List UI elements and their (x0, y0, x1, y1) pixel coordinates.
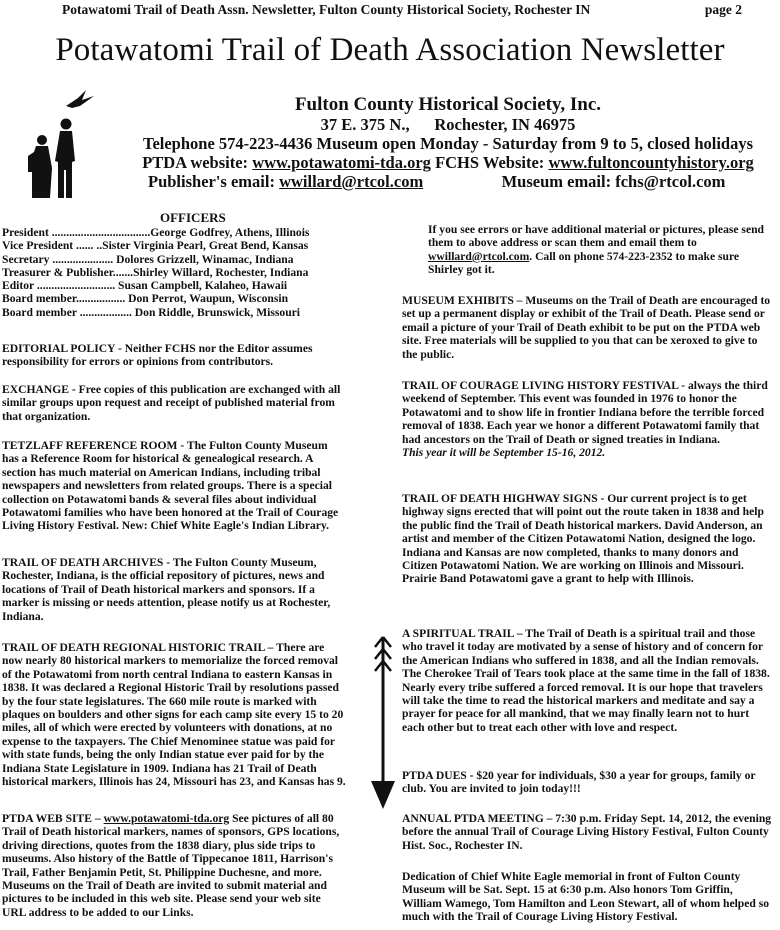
web-site-body: See pictures of all 80 Trail of Death historical markers, names of sponsors, GPS locations, driving directions, quotes from the 1838 diary, plus side trips to museums. Also history of the Battle of Tippecanoe 1811, Harrison's Trail, Father Benjamin Petit, St. Philippine Duchesne, and more. Museums on the Trail of Death are invited to submit material and pictures to be included in this web site. Please send your web site URL address to be added to our Links. (2, 812, 340, 919)
logo-silhouette-icon (6, 86, 102, 204)
officer-row: Secretary ..................... Dolores Grizzell, Winamac, Indiana (2, 252, 294, 266)
officer-row: President ..................................George Godfrey, Athens, Illinois (2, 226, 310, 239)
dedication-article: Dedication of Chief White Eagle memorial in front of Fulton County Museum will be Sat. Sept. 15 at 6:30 p.m. Also honors Tom Griffin, William Wamego, Tom Hamilton and Leon Stewart, all of whom helped so much with the Trail of Courage Living History Festival. (402, 870, 770, 924)
address-city: Rochester, IN 46975 (434, 115, 576, 134)
annual-meeting-article: ANNUAL PTDA MEETING – 7:30 p.m. Friday Sept. 14, 2012, the evening before the annual Trail of Courage Living History Festival, Fulton County Hist. Soc., Rochester IN. (402, 812, 772, 852)
publisher-label: Publisher's email: (148, 172, 280, 191)
websites-line (118, 153, 778, 172)
editorial-policy: EDITORIAL POLICY - Neither FCHS nor the Editor assumes responsibility for errors or opinions from contributors. (2, 342, 313, 369)
exchange-article: EXCHANGE - Free copies of this publication are exchanged with all similar groups upon request and receipt of published material from that organization. (2, 383, 341, 423)
officer-row: Board member .................. Don Riddle, Brunswick, Missouri (2, 305, 301, 319)
officer-row: Editor ........................... Susan Campbell, Kalaheo, Hawaii (2, 279, 288, 293)
officer-row: Vice President ...... ..Sister Virginia Pearl, Great Bend, Kansas (2, 239, 309, 253)
fchs-label: FCHS Website: (430, 153, 549, 172)
contact-block (118, 95, 778, 191)
address-line (118, 115, 778, 134)
regional-trail-article: TRAIL OF DEATH REGIONAL HISTORIC TRAIL – There are now nearly 80 historical markers to memorialize the forced removal of the Potawatomi from north central Indiana to eastern Kansas in 1838. It was declared a Regional Historic Trail by resolutions passed by the four state legislatures. The 660 mile route is marked with plaques on boulders and other signs for each camp site every 15 to 20 miles, all of which were erected by volunteers with donations, at no expense to the taxpayers. The Chief Menominee statue was paid for with state funds, being the only Indian statue ever paid for by the Indiana State Legislature in 1909. Indiana has 21 Trail of Death historical markers, Illinois has 24, Missouri has 23, and Kansas has 9. (2, 641, 346, 789)
errors-text-b: . Call on phone 574-223-2352 to make sure Shirley got it. (428, 249, 740, 277)
masthead-title: Potawatomi Trail of Death Association Newsletter (55, 32, 725, 68)
archives-article: TRAIL OF DEATH ARCHIVES - The Fulton County Museum, Rochester, Indiana, is the official repository of pictures, news and locations of Trail of Death historical markers and sponsors. If a marker is missing or needs attention, please notify us at Rochester, Indiana. (2, 556, 331, 623)
highway-signs-article: TRAIL OF DEATH HIGHWAY SIGNS - Our current project is to get highway signs erected that will point out the route taken in 1838 and help the public find the Trail of Death historical markers. David Anderson, an artist and member of the Citizen Potawatomi Nation, designed the logo. Indiana and Kansas are now completed, thanks to many donors and Citizen Potawatomi Nation. We are working on Illinois and Missouri. Prairie Band Potawatomi gave a grant to help with Illinois. (402, 492, 764, 586)
officer-row: Treasurer & Publisher.......Shirley Willard, Rochester, Indiana (2, 265, 309, 279)
ptda-website-link[interactable]: www.potawatomi-tda.org (252, 153, 431, 172)
web-site-label: PTDA WEB SITE – (2, 812, 104, 825)
errors-notice (428, 223, 776, 277)
ptda-label: PTDA website: (142, 153, 253, 172)
address-street: 37 E. 375 N., (320, 115, 410, 134)
web-site-link[interactable]: www.potawatomi-tda.org (103, 812, 230, 825)
spiritual-trail-article: A SPIRITUAL TRAIL – The Trail of Death is a spiritual trail and those who travel it today are motivated by a sense of history and of concern for the American Indians who suffered in 1838, and all the Indian removals. The Cherokee Trail of Tears took place at the same time in the fall of 1838. Nearly every tribe suffered a forced removal. It is our hope that travelers will take the time to read the historical markers and meditate and say a prayer for peace for all mankind, that we may finally learn not to hurt each other but to treat each other with love and respect. (402, 627, 770, 734)
museum-email: Museum email: fchs@rtcol.com (501, 172, 726, 191)
festival-body: TRAIL OF COURAGE LIVING HISTORY FESTIVAL - always the third weekend of September. This event was founded in 1976 to honor the Potawatomi and to show life in frontier Indiana before the terrible forced removal of 1838. Each year we honor a different Potawatomi family that had ancestors on the Trail of Death or signed treaties in Indiana. (402, 379, 768, 446)
festival-date: This year it will be September 15-16, 2012. (402, 446, 606, 460)
emails-line (118, 172, 778, 191)
fchs-website-link[interactable]: www.fultoncountyhistory.org (548, 153, 754, 172)
errors-email-link[interactable]: wwillard@rtcol.com (428, 249, 530, 263)
tetzlaff-article: TETZLAFF REFERENCE ROOM - The Fulton County Museum has a Reference Room for historical & genealogical research. A section has much material on American Indians, including tribal newspapers and newsletters from related groups. There is a special collection on Potawatomi bands & several files about individual Potawatomi families who have been honored at the Trail of Courage Living History Festival. New: Chief White Eagle's Indian Library. (2, 439, 339, 533)
errors-text-a: If you see errors or have additional material or pictures, please send them to above address or scan them and email them to (428, 223, 764, 250)
org-name: Fulton County Historical Society, Inc. (294, 94, 602, 115)
page-number: page 2 (704, 2, 742, 17)
officers-title: OFFICERS (160, 210, 226, 225)
officer-row: Board member................. Don Perrot, Waupun, Wisconsin (2, 292, 289, 306)
phone-hours: Telephone 574-223-4436 Museum open Monday - Saturday from 9 to 5, closed holidays (142, 134, 754, 153)
officers-list (2, 226, 347, 319)
arrow-icon (365, 633, 401, 813)
museum-exhibits-article: MUSEUM EXHIBITS – Museums on the Trail of Death are encouraged to set up a permanent display or exhibit of the Trail of Death. Please send or email a picture of your Trail of Death exhibit to be put on the PTDA web site. Free materials will be supplied to you that can be xeroxed to give to the public. (402, 294, 771, 361)
web-site-article (2, 812, 347, 919)
festival-article (402, 379, 774, 459)
publisher-email-link[interactable]: wwillard@rtcol.com (279, 172, 424, 191)
dues-article: PTDA DUES - $20 year for individuals, $30 a year for groups, family or club. You are invited to join today!!! (402, 769, 756, 796)
running-head: Potawatomi Trail of Death Assn. Newsletter, Fulton County Historical Society, Rochester IN (62, 2, 591, 17)
